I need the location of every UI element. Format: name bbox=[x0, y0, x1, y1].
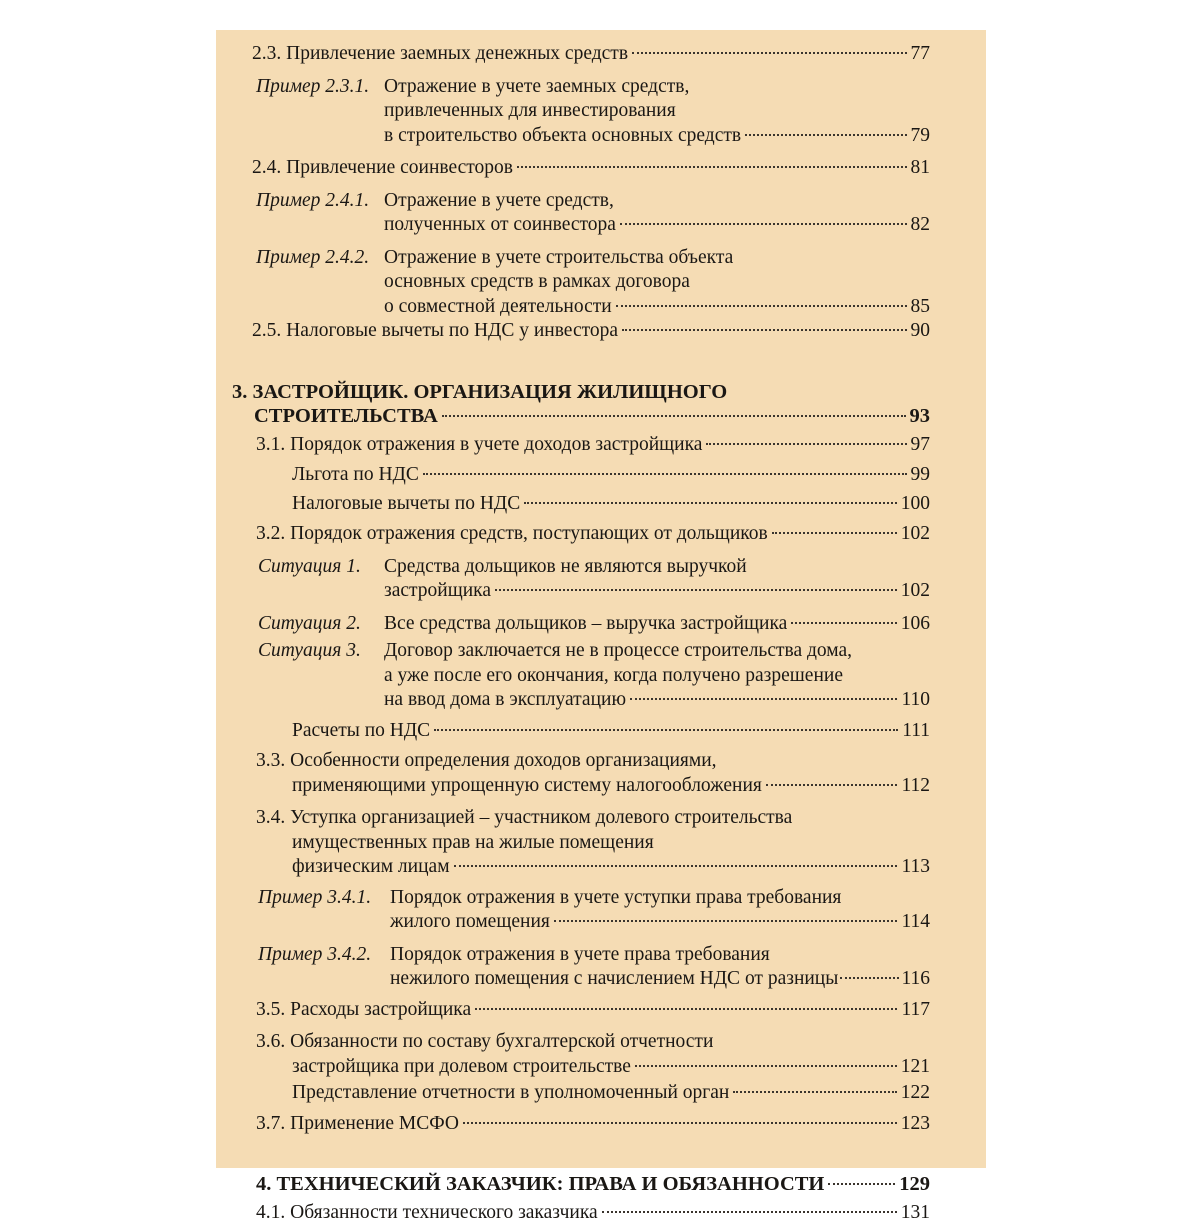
page-number: 82 bbox=[911, 213, 931, 238]
entry-label: Ситуация 1. bbox=[258, 555, 361, 580]
page-number: 85 bbox=[911, 295, 931, 320]
entry-title-line: 3.6. Обязанности по составу бухгалтерской отчетности bbox=[256, 1030, 930, 1055]
dot-leader bbox=[840, 977, 899, 979]
toc-entry-example-3-4-2 bbox=[258, 943, 930, 992]
entry-title-line: застройщика при долевом строительстве bbox=[292, 1055, 631, 1080]
entry-title: 3.5. Расходы застройщика bbox=[256, 998, 471, 1023]
dot-leader bbox=[632, 52, 906, 54]
dot-leader bbox=[635, 1065, 897, 1067]
entry-title: Налоговые вычеты по НДС bbox=[292, 492, 520, 517]
entry-label: Ситуация 3. bbox=[258, 639, 361, 664]
page-number: 123 bbox=[901, 1112, 930, 1137]
dot-leader bbox=[434, 729, 898, 731]
toc-entry-3-7 bbox=[256, 1112, 930, 1137]
entry-title-line: Отражение в учете средств, bbox=[384, 189, 930, 214]
entry-title-line: жилого помещения bbox=[390, 910, 550, 935]
page-number: 106 bbox=[901, 612, 930, 637]
entry-title-line: нежилого помещения с начислением НДС от разницы bbox=[390, 967, 838, 992]
entry-label: Ситуация 2. bbox=[258, 612, 361, 637]
dot-leader bbox=[463, 1122, 897, 1124]
entry-title-line: застройщика bbox=[384, 579, 491, 604]
toc-entry-example-2-4-1 bbox=[256, 189, 930, 238]
entry-title-line: применяющими упрощенную систему налогообложения bbox=[292, 774, 762, 799]
toc-entry-vat-benefit bbox=[292, 463, 930, 488]
page-number: 110 bbox=[901, 688, 930, 713]
dot-leader bbox=[475, 1008, 897, 1010]
toc-chapter-3 bbox=[232, 380, 930, 429]
entry-title: 4.1. Обязанности технического заказчика bbox=[256, 1201, 598, 1225]
page-number: 131 bbox=[901, 1201, 930, 1225]
entry-title-line: Средства дольщиков не являются выручкой bbox=[384, 555, 930, 580]
page-number: 99 bbox=[911, 463, 931, 488]
dot-leader bbox=[602, 1211, 897, 1213]
page-number: 79 bbox=[911, 124, 931, 149]
dot-leader bbox=[791, 622, 896, 624]
entry-label: Пример 3.4.1. bbox=[258, 886, 371, 911]
page-number: 111 bbox=[902, 719, 930, 744]
toc-entry-3-1 bbox=[256, 433, 930, 458]
entry-title-line: 3.3. Особенности определения доходов организациями, bbox=[256, 749, 930, 774]
entry-label: Пример 2.4.2. bbox=[256, 246, 369, 271]
dot-leader bbox=[745, 134, 906, 136]
entry-title: 2.5. Налоговые вычеты по НДС у инвестора bbox=[252, 319, 618, 344]
dot-leader bbox=[442, 415, 906, 417]
entry-title-line: физическим лицам bbox=[292, 855, 450, 880]
entry-title-line: в строительство объекта основных средств bbox=[384, 124, 741, 149]
dot-leader bbox=[616, 305, 907, 307]
toc-chapter-4 bbox=[256, 1172, 930, 1197]
toc-entry-example-3-4-1 bbox=[258, 886, 930, 935]
entry-title-line: о совместной деятельности bbox=[384, 295, 612, 320]
entry-title-line: Отражение в учете заемных средств, bbox=[384, 75, 930, 100]
toc-entry-2-5 bbox=[252, 319, 930, 344]
dot-leader bbox=[423, 473, 907, 475]
toc-entry-4-1 bbox=[256, 1201, 930, 1225]
toc-entry-situation-1 bbox=[258, 555, 930, 604]
dot-leader bbox=[620, 223, 907, 225]
dot-leader bbox=[828, 1183, 895, 1185]
page-number: 102 bbox=[901, 579, 930, 604]
dot-leader bbox=[622, 329, 906, 331]
entry-label: Пример 2.4.1. bbox=[256, 189, 369, 214]
page-number: 116 bbox=[901, 967, 930, 992]
entry-title-line: Порядок отражения в учете уступки права требования bbox=[390, 886, 930, 911]
dot-leader bbox=[733, 1091, 896, 1093]
toc-entry-situation-2 bbox=[258, 612, 930, 637]
toc-entry-3-6 bbox=[256, 1030, 930, 1079]
toc-entry-3-4 bbox=[256, 806, 930, 880]
entry-label: Пример 3.4.2. bbox=[258, 943, 371, 968]
dot-leader bbox=[772, 532, 897, 534]
page-number: 90 bbox=[911, 319, 931, 344]
chapter-title-line: 4. ТЕХНИЧЕСКИЙ ЗАКАЗЧИК: ПРАВА И ОБЯЗАННОСТИ bbox=[256, 1172, 824, 1197]
entry-title-line: Отражение в учете строительства объекта bbox=[384, 246, 930, 271]
page-number: 100 bbox=[901, 492, 930, 517]
entry-label: Пример 2.3.1. bbox=[256, 75, 369, 100]
toc-entry-situation-3 bbox=[258, 639, 930, 713]
page-number: 102 bbox=[901, 522, 930, 547]
toc-entry-3-3 bbox=[256, 749, 930, 798]
toc-entry-3-5 bbox=[256, 998, 930, 1023]
page-number: 121 bbox=[901, 1055, 930, 1080]
toc-entry-2-3 bbox=[252, 42, 930, 67]
toc-entry-reporting bbox=[292, 1081, 930, 1106]
entry-title: Расчеты по НДС bbox=[292, 719, 430, 744]
page-number: 97 bbox=[911, 433, 931, 458]
page-number: 113 bbox=[901, 855, 930, 880]
page-number: 117 bbox=[901, 998, 930, 1023]
entry-title-line: привлеченных для инвестирования bbox=[384, 99, 930, 124]
toc-page bbox=[216, 30, 986, 1168]
dot-leader bbox=[524, 502, 897, 504]
dot-leader bbox=[454, 865, 898, 867]
entry-title-line: на ввод дома в эксплуатацию bbox=[384, 688, 626, 713]
entry-title-line: полученных от соинвестора bbox=[384, 213, 616, 238]
dot-leader bbox=[554, 920, 898, 922]
page-number: 93 bbox=[910, 404, 931, 429]
entry-title-line: Все средства дольщиков – выручка застройщика bbox=[384, 612, 787, 637]
entry-title: 3.1. Порядок отражения в учете доходов застройщика bbox=[256, 433, 702, 458]
dot-leader bbox=[630, 698, 897, 700]
entry-title: 2.3. Привлечение заемных денежных средств bbox=[252, 42, 628, 67]
toc-entry-vat-deductions bbox=[292, 492, 930, 517]
entry-title-line: а уже после его окончания, когда получено разрешение bbox=[384, 664, 930, 689]
entry-title-line: Порядок отражения в учете права требования bbox=[390, 943, 930, 968]
entry-title-line: имущественных прав на жилые помещения bbox=[292, 831, 930, 856]
page-number: 129 bbox=[899, 1172, 930, 1197]
toc-entry-3-2 bbox=[256, 522, 930, 547]
entry-title-line: Договор заключается не в процессе строительства дома, bbox=[384, 639, 930, 664]
page-number: 81 bbox=[911, 156, 931, 181]
dot-leader bbox=[766, 784, 898, 786]
entry-title: 3.2. Порядок отражения средств, поступающих от дольщиков bbox=[256, 522, 768, 547]
page-number: 77 bbox=[911, 42, 931, 67]
toc-entry-2-4 bbox=[252, 156, 930, 181]
page-number: 114 bbox=[901, 910, 930, 935]
entry-title: 2.4. Привлечение соинвесторов bbox=[252, 156, 513, 181]
chapter-title-line: 3. ЗАСТРОЙЩИК. ОРГАНИЗАЦИЯ ЖИЛИЩНОГО bbox=[232, 380, 930, 405]
toc-entry-example-2-3-1 bbox=[256, 75, 930, 149]
entry-title: Льгота по НДС bbox=[292, 463, 419, 488]
entry-title-line: 3.4. Уступка организацией – участником долевого строительства bbox=[256, 806, 930, 831]
toc-entry-vat-settlements bbox=[292, 719, 930, 744]
dot-leader bbox=[517, 166, 907, 168]
entry-title: Представление отчетности в уполномоченный орган bbox=[292, 1081, 729, 1106]
entry-title-line: основных средств в рамках договора bbox=[384, 270, 930, 295]
chapter-title-line: СТРОИТЕЛЬСТВА bbox=[254, 404, 438, 429]
toc-entry-example-2-4-2 bbox=[256, 246, 930, 320]
dot-leader bbox=[495, 589, 897, 591]
entry-title: 3.7. Применение МСФО bbox=[256, 1112, 459, 1137]
dot-leader bbox=[706, 443, 906, 445]
page-number: 112 bbox=[901, 774, 930, 799]
page-number: 122 bbox=[901, 1081, 930, 1106]
